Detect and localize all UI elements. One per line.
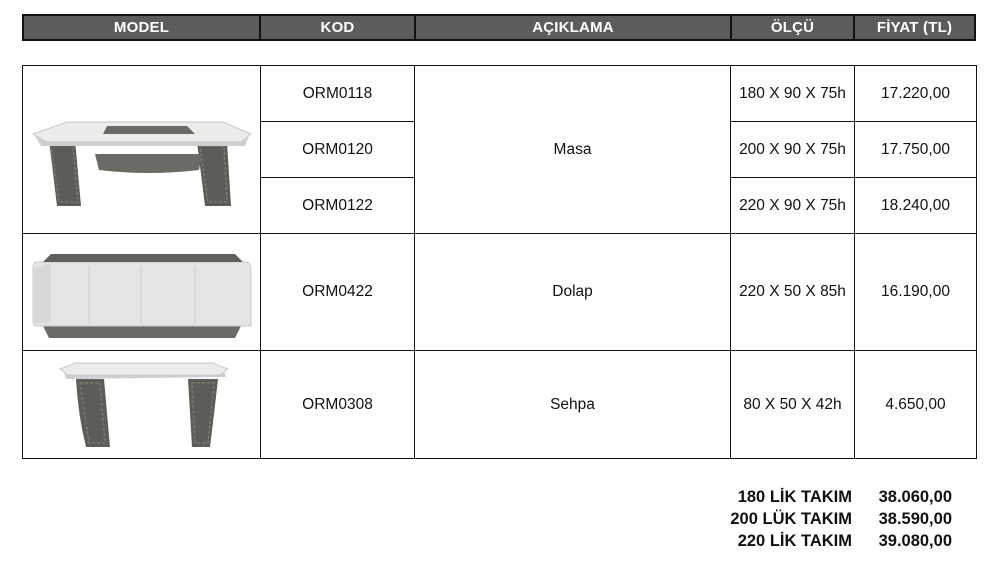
kod-cell: ORM0122 xyxy=(261,178,415,234)
total-value: 38.590,00 xyxy=(878,509,952,528)
total-label: 200 LÜK TAKIM xyxy=(730,509,852,528)
fiyat-cell: 17.750,00 xyxy=(855,122,977,178)
olcu-cell: 80 X 50 X 42h xyxy=(731,351,855,459)
aciklama-masa: Masa xyxy=(415,66,731,234)
cabinet-icon xyxy=(29,240,254,345)
price-table xyxy=(22,65,977,459)
cabinet-image xyxy=(23,234,261,351)
header-olcu: ÖLÇÜ xyxy=(732,16,855,39)
header-model: MODEL xyxy=(24,16,261,39)
olcu-cell: 220 X 50 X 85h xyxy=(731,234,855,351)
aciklama-sehpa: Sehpa xyxy=(415,351,731,459)
desk-image xyxy=(23,66,261,234)
olcu-cell: 200 X 90 X 75h xyxy=(731,122,855,178)
kod-cell: ORM0422 xyxy=(261,234,415,351)
olcu-cell: 220 X 90 X 75h xyxy=(731,178,855,234)
totals-block xyxy=(700,486,970,552)
total-value: 38.060,00 xyxy=(878,487,952,506)
kod-cell: ORM0118 xyxy=(261,66,415,122)
table-header xyxy=(22,14,976,41)
kod-cell: ORM0120 xyxy=(261,122,415,178)
aciklama-dolap: Dolap xyxy=(415,234,731,351)
table-row xyxy=(23,66,977,122)
header-fiyat: FİYAT (TL) xyxy=(855,16,974,39)
header-kod: KOD xyxy=(261,16,416,39)
kod-cell: ORM0308 xyxy=(261,351,415,459)
fiyat-cell: 16.190,00 xyxy=(855,234,977,351)
coffee-table-icon xyxy=(42,355,242,455)
coffee-table-image xyxy=(23,351,261,459)
total-row xyxy=(700,530,970,552)
total-row xyxy=(700,486,970,508)
fiyat-cell: 17.220,00 xyxy=(855,66,977,122)
total-label: 220 LİK TAKIM xyxy=(737,531,852,550)
table-row xyxy=(23,234,977,351)
total-row xyxy=(700,508,970,530)
fiyat-cell: 4.650,00 xyxy=(855,351,977,459)
fiyat-cell: 18.240,00 xyxy=(855,178,977,234)
header-aciklama: AÇIKLAMA xyxy=(416,16,732,39)
olcu-cell: 180 X 90 X 75h xyxy=(731,66,855,122)
total-label: 180 LİK TAKIM xyxy=(737,487,852,506)
desk-icon xyxy=(27,90,257,210)
total-value: 39.080,00 xyxy=(878,531,952,550)
table-row xyxy=(23,351,977,459)
